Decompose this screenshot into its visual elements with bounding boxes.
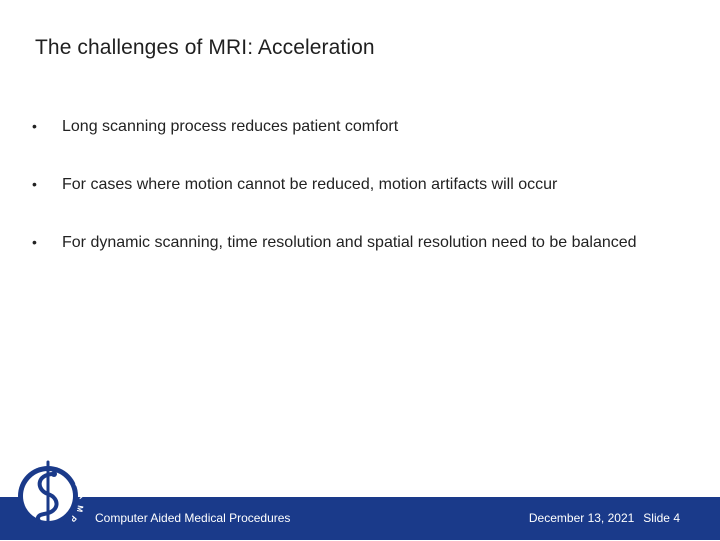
bullet-item: [32, 170, 672, 213]
bullet-marker: •: [32, 234, 37, 250]
camp-logo-icon: [14, 456, 88, 536]
slide-title: The challenges of MRI: Acceleration: [35, 36, 375, 59]
footer-organization: Computer Aided Medical Procedures: [95, 511, 291, 525]
bullet-text: For cases where motion cannot be reduced, motion artifacts will occur: [62, 176, 558, 193]
svg-text:M: M: [74, 504, 85, 513]
bullet-item: [32, 228, 672, 271]
bullet-marker: •: [32, 118, 37, 134]
svg-text:P: P: [68, 513, 79, 524]
footer-date: December 13, 2021: [528, 511, 635, 525]
bullet-marker: •: [32, 176, 37, 192]
svg-text:A: A: [76, 491, 87, 501]
footer-slide-number: Slide 4: [643, 511, 680, 525]
footer-bar: [0, 497, 720, 540]
bullet-text: Long scanning process reduces patient comfort: [62, 118, 399, 135]
svg-text:C: C: [72, 478, 83, 490]
bullet-item: [32, 112, 672, 155]
bullet-text: For dynamic scanning, time resolution and spatial resolution need to be balanced: [62, 234, 637, 251]
footer-meta: [529, 511, 680, 525]
